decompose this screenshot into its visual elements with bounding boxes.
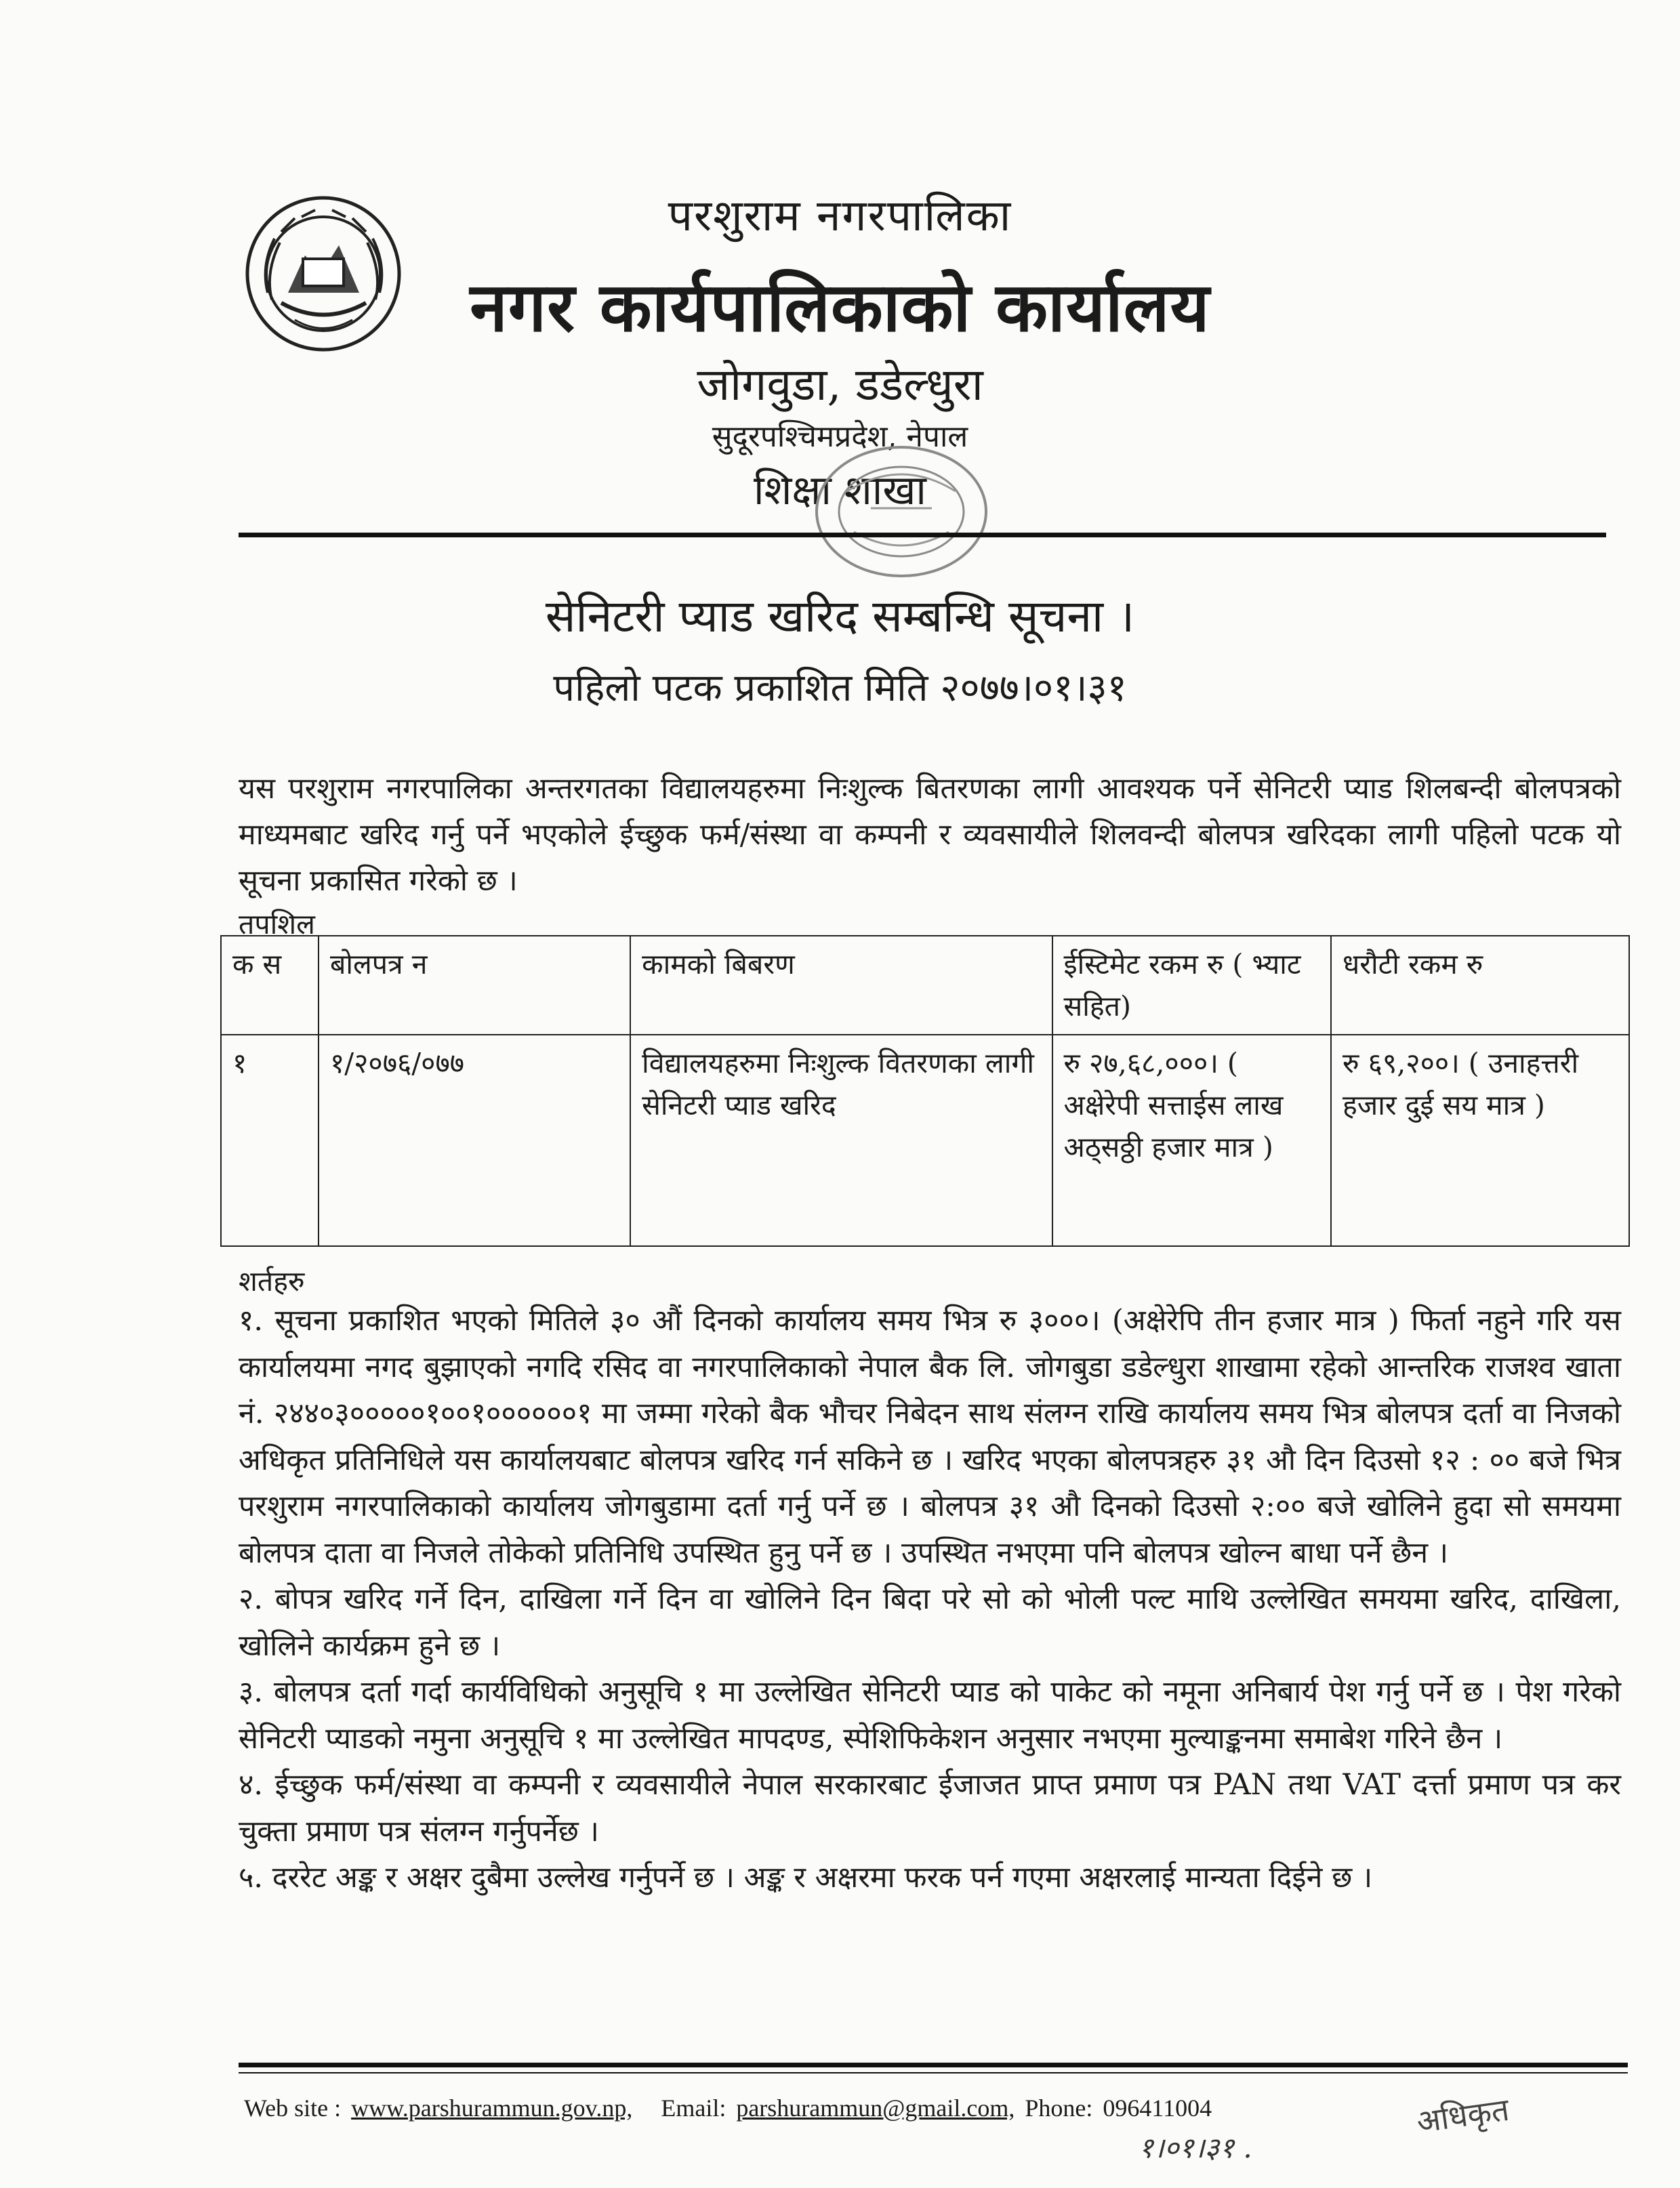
header-divider	[239, 533, 1606, 537]
cell-tender-no: १/२०७६/०७७	[319, 1035, 630, 1246]
table-header-row	[221, 936, 1629, 1035]
website-label: Web site :	[244, 2094, 342, 2122]
header-work-description: कामको बिबरण	[630, 936, 1052, 1035]
email-link[interactable]: parshurammun@gmail.com,	[736, 2094, 1015, 2122]
footer-divider-thin	[239, 2072, 1628, 2073]
conditions-list	[239, 1298, 1621, 1901]
condition-item: १. सूचना प्रकाशित भएको मितिले ३० औं दिनको कार्यालय समय भित्र रु ३०००। (अक्षेरेपि तीन हजार मात्र ) फिर्ता नहुने गरि यस कार्यालयमा नगद बुझाएको नगदि रसिद वा नगरपालिकाको नेपाल बैक लि. जोगबुडा डडेल्धुरा शाखामा रहेको आन्तरिक राजश्व खाता नं. २४४०३०००००१००१००००००१ मा जम्मा गरेको बैक भौचर निबेदन साथ संलग्न राखि कार्यालय समय भित्र बोलपत्र दर्ता वा निजको अधिकृत प्रतिनिधिले यस कार्यालयबाट बोलपत्र खरिद गर्न सकिने छ । खरिद भएका बोलपत्रहरु ३१ औ दिन दिउसो १२ : ०० बजे भित्र परशुराम नगरपालिकाको कार्यालय जोगबुडामा दर्ता गर्नु पर्ने छ । बोलपत्र ३१ औ दिनको दिउसो २:०० बजे खोलिने हुदा सो समयमा बोलपत्र दाता वा निजले तोकेको प्रतिनिधि उपस्थित हुनु पर्ने छ । उपस्थित नभएमा पनि बोलपत्र खोल्न बाधा पर्ने छैन ।	[239, 1304, 1621, 1570]
details-label: तपशिल	[239, 908, 315, 941]
phone-number: 096411004	[1103, 2094, 1212, 2122]
publication-date: पहिलो पटक प्रकाशित मिति २०७७।०१।३१	[553, 666, 1127, 710]
intro-paragraph: यस परशुराम नगरपालिका अन्तरगतका विद्यालयहरुमा निःशुल्क बितरणका लागी आवश्यक पर्ने सेनिटरी प्याड शिलबन्दी बोलपत्रको माध्यमबाट खरिद गर्नु पर्ने भएकोले ईच्छुक फर्म/संस्था वा कम्पनी र व्यवसायीले शिलवन्दी बोलपत्र खरिदका लागी पहिलो पटक यो सूचना प्रकासित गरेको छ ।	[239, 772, 1621, 898]
notice-title: सेनिटरी प्याड खरिद सम्बन्धि सूचना ।	[545, 590, 1135, 642]
header-tender-no: बोलपत्र न	[319, 936, 630, 1035]
header-deposit-amount: धरौटी रकम रु	[1331, 936, 1629, 1035]
phone-label: Phone:	[1025, 2094, 1093, 2122]
cell-estimate-amount: रु २७,६८,०००। ( अक्षेरेपी सत्ताईस लाख अठ्सठ्ठी हजार मात्र )	[1052, 1035, 1332, 1246]
footer-contact	[244, 2094, 1216, 2122]
municipality-name: परशुराम नगरपालिका	[668, 191, 1012, 241]
cell-work-description: विद्यालयहरुमा निःशुल्क वितरणका लागी सेनिटरी प्याड खरिद	[630, 1035, 1052, 1246]
footer-divider	[239, 2063, 1628, 2067]
condition-item: २. बोपत्र खरिद गर्ने दिन, दाखिला गर्ने दिन वा खोलिने दिन बिदा परे सो को भोली पल्ट माथि उल्लेखित समयमा खरिद, दाखिला, खोलिने कार्यक्रम हुने छ ।	[239, 1582, 1621, 1663]
office-address: जोगवुडा, डडेल्धुरा	[697, 358, 983, 411]
condition-item: ३. बोलपत्र दर्ता गर्दा कार्यविधिको अनुसूचि १ मा उल्लेखित सेनिटरी प्याड को पाकेट को नमूना अनिबार्य पेश गर्नु पर्ने छ । पेश गरेको सेनिटरी प्याडको नमुना अनुसूचि १ मा उल्लेखित मापदण्ड, स्पेशिफिकेशन अनुसार नभएमा मुल्याङ्कनमा समाबेश गरिने छैन ।	[239, 1675, 1621, 1756]
website-link[interactable]: www.parshurammun.gov.np,	[351, 2094, 633, 2122]
cell-sn: १	[221, 1035, 319, 1246]
header-estimate-amount: ईस्टिमेट रकम रु ( भ्याट सहित)	[1052, 936, 1332, 1035]
handwritten-date: १।०१।३१ .	[1139, 2131, 1252, 2164]
handwritten-designation: अधिकृत	[1414, 2090, 1512, 2141]
condition-item: ५. दररेट अङ्क र अक्षर दुबैमा उल्लेख गर्नुपर्ने छ । अङ्क र अक्षरमा फरक पर्न गएमा अक्षरलाई मान्यता दिईने छ ।	[239, 1861, 1373, 1895]
province-line: सुदूरपश्चिमप्रदेश, नेपाल	[712, 419, 968, 454]
tender-table	[220, 935, 1630, 1247]
office-title: नगर कार्यपालिकाको कार्यालय	[470, 267, 1210, 347]
cell-deposit-amount: रु ६९,२००। ( उनाहत्तरी हजार दुई सय मात्र )	[1331, 1035, 1629, 1246]
table-row	[221, 1035, 1629, 1246]
conditions-title: शर्तहरु	[239, 1265, 305, 1298]
email-label: Email:	[661, 2094, 726, 2122]
condition-item: ४. ईच्छुक फर्म/संस्था वा कम्पनी र व्यवसायीले नेपाल सरकारबाट ईजाजत प्राप्त प्रमाण पत्र PAN तथा VAT दर्त्ता प्रमाण पत्र कर चुक्ता प्रमाण पत्र संलग्न गर्नुपर्नेछ ।	[239, 1768, 1621, 1849]
branch-name: शिक्षा शाखा	[754, 467, 926, 514]
office-seal-icon	[806, 437, 996, 586]
header-sn: क स	[221, 936, 319, 1035]
